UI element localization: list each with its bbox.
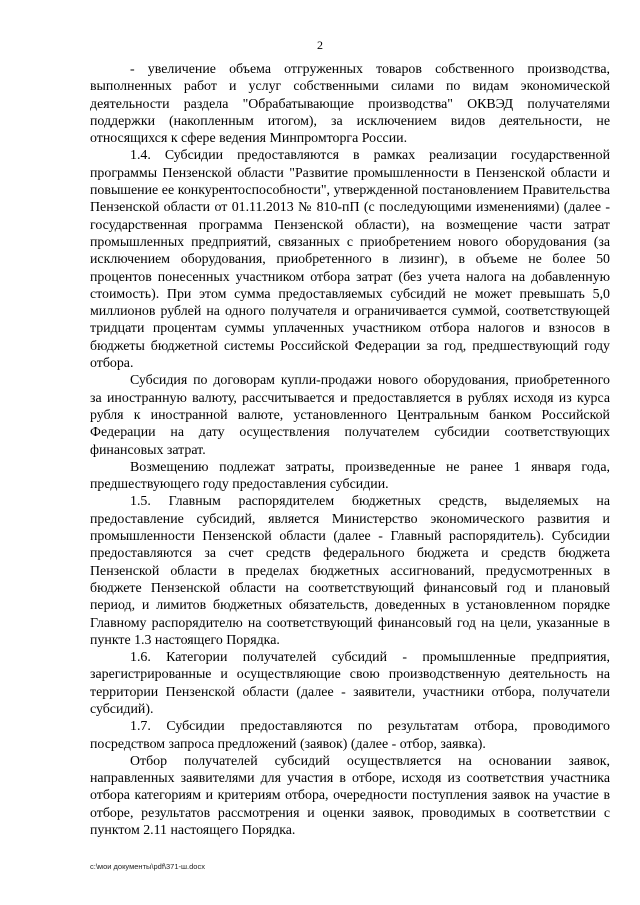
paragraph: 1.6. Категории получателей субсидий - промышленные предприятия, зарегистрированные и осуществляющие свою производственную деятельность на территории Пензенской области (далее - заявители, участники отбора, получатели субсидий). (90, 650, 610, 717)
paragraph: Возмещению подлежат затраты, произведенные не ранее 1 января года, предшествующего году предоставления субсидии. (90, 459, 610, 493)
paragraph: 1.7. Субсидии предоставляются по результатам отбора, проводимого посредством запроса предложений (заявок) (далее - отбор, заявка). (90, 719, 610, 752)
paragraph: Отбор получателей субсидий осуществляется на основании заявок, направленных заявителями для участия в отборе, исходя из соответствия участника отбора категориям и критериям отбора, очередности поступления заявок на участие в отборе, результатов рассмотрения и оценки заявок, проводимых в соответствии с пунктом 2.11 настоящего Порядка. (90, 753, 610, 839)
paragraph: - увеличение объема отгруженных товаров собственного производства, выполненных работ и услуг собственными силами по видам экономической деятельности раздела "Обрабатывающие производства" ОКВЭД получателями поддержки (накопленным итогом), за исключением видов деятельности, не относящихся к сфере ведения Минпромторга России. (90, 62, 610, 147)
paragraph: 1.4. Субсидии предоставляются в рамках реализации государственной программы Пензенской области "Развитие промышленности в Пензенской области и повышение ее конкурентоспособности", утвержденной постановлением Правительства Пензенской области от 01.11.2013 № 810-пП (с последующими изменениями) (далее - государственная программа Пензенской области), на возмещение части затрат промышленных предприятий, связанных с приобретением нового оборудования (за исключением оборудования, приобретенного в лизинг), в объеме не более 50 процентов понесенных участником отбора затрат (без учета налога на добавленную стоимость). При этом сумма предоставляемых субсидий не может превышать 5,0 миллионов рублей на одного получателя и ограничивается суммой, соответствующей тридцати процентам суммы уплаченных участником отбора налогов и взносов в бюджеты бюджетной системы Российской Федерации за год, предшествующий году отбора. (90, 148, 610, 372)
page-number: 2 (317, 38, 323, 52)
document-body (90, 61, 610, 839)
file-path-footer: c:\мои документы\pdf\371-ш.docx (90, 862, 205, 871)
paragraph: 1.5. Главным распорядителем бюджетных средств, выделяемых на предоставление субсидий, является Министерство экономического развития и промышленности Пензенской области (далее - Главный распорядитель). Субсидии предоставляются за счет средств федерального бюджета и средств бюджета Пензенской области в пределах бюджетных ассигнований, предусмотренных в бюджете Пензенской области на соответствующий финансовый год и плановый период, и лимитов бюджетных обязательств, доведенных в установленном порядке Главному распорядителю на соответствующий финансовый год на цели, указанные в пункте 1.3 настоящего Порядка. (90, 494, 610, 648)
paragraph: Субсидия по договорам купли-продажи нового оборудования, приобретенного за иностранную валюту, рассчитывается и предоставляется в рублях исходя из курса рубля к иностранной валюте, установленного Центральным банком Российской Федерации на дату осуществления получателем субсидии соответствующих финансовых затрат. (90, 373, 610, 458)
